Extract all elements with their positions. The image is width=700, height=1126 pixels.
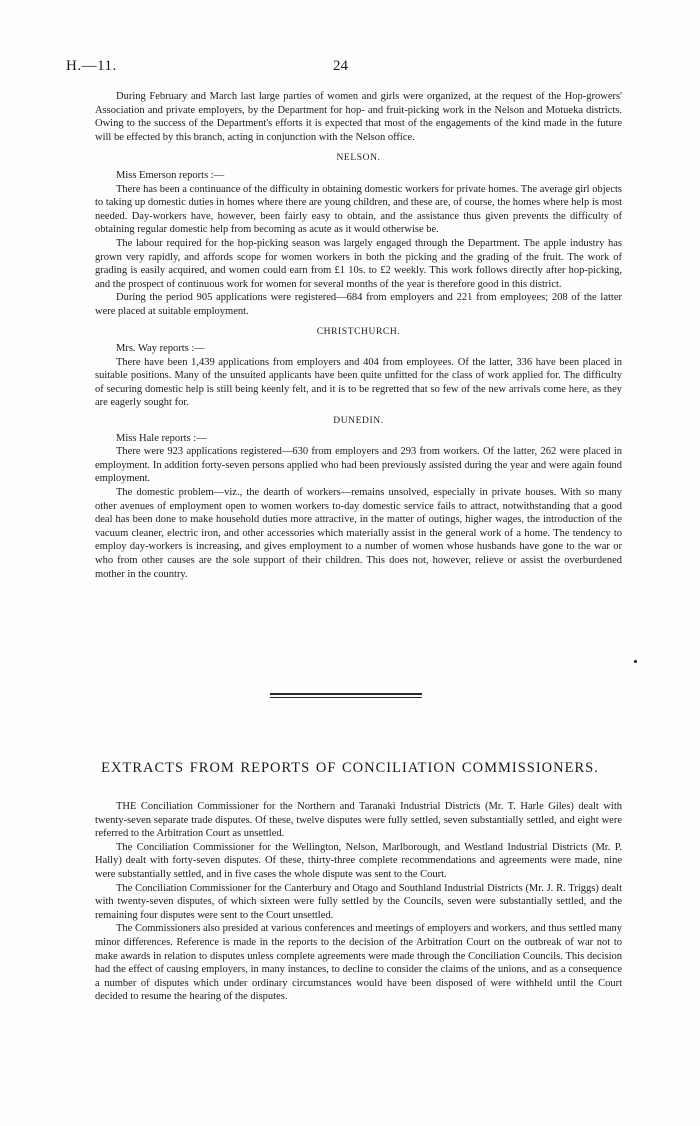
nelson-paragraph: There has been a continuance of the difficulty in obtaining domestic workers for private homes. The average girl objects to taking up domestic duties in homes where there are young children, and these are, of course, the homes where help is most needed. Day-workers have, however, been fairly easy to obtain, and the assistance thus given prevents the difficulty of obtaining regular domestic help from becoming as acute as it would otherwise be. — [95, 183, 622, 236]
conciliation-extracts — [95, 800, 622, 1004]
margin-dot — [634, 660, 637, 663]
nelson-reporter: Miss Emerson reports :— — [116, 169, 225, 181]
dunedin-reporter: Miss Hale reports :— — [116, 432, 207, 444]
nelson-heading: NELSON. — [336, 153, 381, 164]
dunedin-paragraph: There were 923 applications registered—630 from employers and 293 from workers. Of the latter, 262 were placed in employment. In addition forty-seven persons applied who had been previously assisted during the year and were again found employment. — [95, 446, 622, 485]
christchurch-reporter: Mrs. Way reports :— — [116, 343, 205, 355]
extract-paragraph: The Conciliation Commissioner for the Canterbury and Otago and Southland Industrial Districts (Mr. J. R. Triggs) dealt with twenty-seven disputes, of which sixteen were fully settled by the Councils, seven were substantially settled, and the remaining four disputes were sent to the Court unsettled. — [95, 882, 622, 921]
employment-reports — [95, 90, 622, 581]
christchurch-paragraph: There have been 1,439 applications from employers and 404 from employees. Of the latter, 336 have been placed in suitable positions. Many of the unsuited applicants have been quite unfitted for the class of work applied for. The difficulty of securing domestic help is still being keenly felt, and it is to be regretted that so few of the new arrivals come here, as they are eagerly sought for. — [95, 356, 622, 409]
intro-paragraph: During February and March last large parties of women and girls were organized, at the request of the Hop-growers' Association and private employers, by the Department for hop- and fruit-picking work in the Nelson and Motueka districts. Owing to the success of the Department's efforts it is expected that most of the engagements of the kind made in the future will be effected by this branch, acting in conjunction with the Nelson office. — [95, 91, 622, 143]
extracts-title: EXTRACTS FROM REPORTS OF CONCILIATION COMMISSIONERS. — [101, 760, 599, 776]
nelson-paragraph: The labour required for the hop-picking season was largely engaged through the Department. The apple industry has grown very rapidly, and affords scope for women workers in both the picking and the grading of the fruit. The work of grading is easily acquired, and women could earn from £1 10s. to £2 weekly. This work follows directly after hop-picking, and the prospect of continuous work for women for several months of the year is therefore good in this district. — [95, 237, 622, 290]
section-divider — [270, 693, 422, 698]
dunedin-heading: DUNEDIN. — [333, 416, 384, 427]
nelson-paragraph: During the period 905 applications were registered—684 from employers and 221 from employees; 208 of the latter were placed at suitable employment. — [95, 292, 622, 317]
dunedin-paragraph: The domestic problem—viz., the dearth of workers—remains unsolved, especially in private houses. With so many other avenues of employment open to women workers to-day domestic service fails to attract, notwithstanding that a good deal has been done to make household duties more attractive, in the matter of outings, higher wages, the introduction of the vacuum cleaner, electric iron, and other accessories which materially assist in the general work of a home. The tendency to employ day-workers is increasing, and gives employment to a number of women whose husbands have gone to the war or who from other causes are the sole support of their children. This does not, however, relieve or assist the overburdened mother in the country. — [95, 487, 622, 580]
page-number: 24 — [333, 58, 348, 74]
extract-paragraph: The Commissioners also presided at various conferences and meetings of employers and workers, and thus settled many minor differences. Reference is made in the reports to the decision of the Arbitration Court on the outbreak of war not to make awards in relation to disputes unless complete agreements were made through the Conciliation Councils. This decision had the effect of causing employers, in many instances, to decline to consider the claims of the unions, and as a consequence a number of disputes which under ordinary circumstances would have been disposed of were withheld until the Court decided to resume the hearing of the disputes. — [95, 923, 622, 1003]
christchurch-heading: CHRISTCHURCH. — [316, 326, 401, 337]
extract-paragraph: The Conciliation Commissioner for the Wellington, Nelson, Marlborough, and Westland Industrial Districts (Mr. P. Hally) dealt with forty-seven disputes. Of these, thirty-three complete recommendations and agreements were made, nine were substantially settled, and in five cases the whole dispute was sent to the Court. — [95, 841, 622, 880]
extract-paragraph: THE Conciliation Commissioner for the Northern and Taranaki Industrial Districts (Mr. T. Harle Giles) dealt with twenty-seven separate trade disputes. Of these, twelve disputes were fully settled, seven substantially settled, and eight were referred to the Arbitration Court as unsettled. — [95, 801, 622, 840]
document-reference: H.—11. — [66, 58, 117, 74]
